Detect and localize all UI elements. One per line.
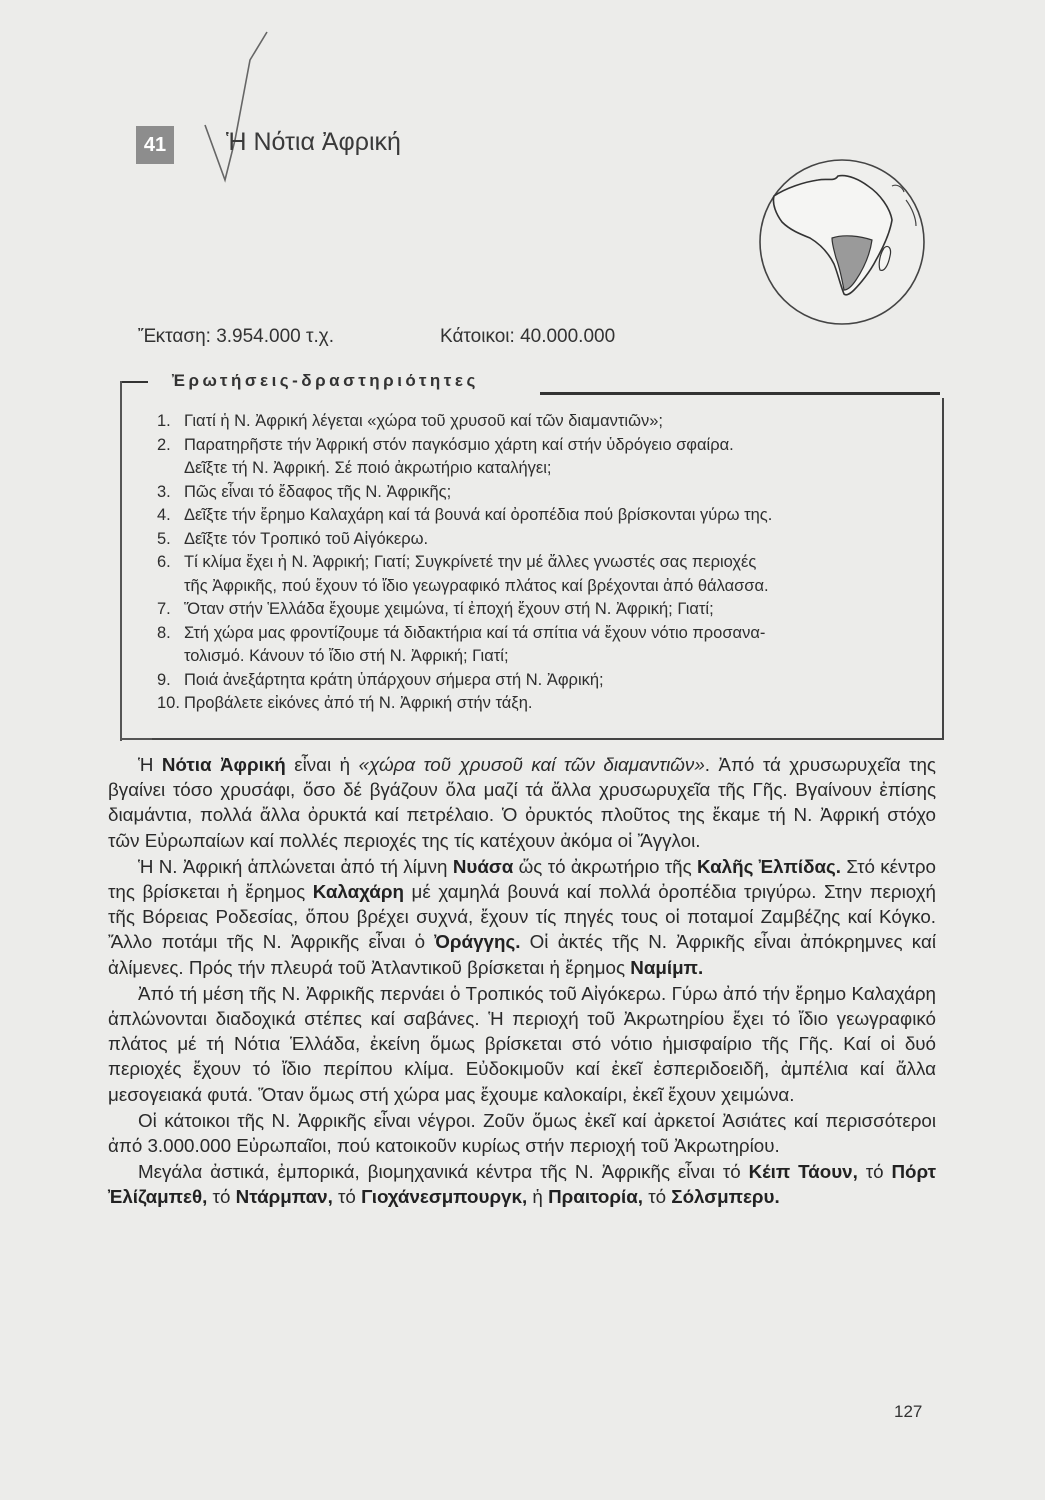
term-nyasa: Νυάσα (452, 855, 514, 877)
question-item (157, 692, 937, 716)
question-number: 8. (157, 623, 171, 642)
globe-map-icon (756, 156, 928, 328)
paragraph-cities: Μεγάλα ἀστικά, ἐμπορικά, βιομηχανικά κέντρα τῆς Ν. Ἀφρικῆς εἶναι τό Κέιπ Τάουν, τό Πόρτ Ἐλίζαμπεθ, τό Ντάρμπαν, τό Γιοχάνεσμπουργκ, ἡ Πραιτορία, τό Σόλσμπερυ. (108, 1161, 936, 1208)
term-durban: Ντάρμπαν, (235, 1186, 333, 1208)
question-text: Γιατί ἡ Ν. Ἀφρική λέγεται «χώρα τοῦ χρυσοῦ καί τῶν διαμαντιῶν»; (184, 412, 663, 430)
paragraph-climate: Ἀπό τή μέση τῆς Ν. Ἀφρικῆς περνάει ὁ Τροπικός τοῦ Αἰγόκερω. Γύρω ἀπό τήν ἔρημο Καλαχάρη ἁπλώνονται διαδοχικά στέπες καί σαβάνες. Ἡ περιοχή τοῦ Ἀκρωτηρίου ἔχει τό ἴδιο γεωγραφικό πλάτος μέ τή Νότια Ἑλλάδα, ἐκείνη ὅμως βρίσκεται στό νότιο ἡμισφαίριο τῆς Γῆς. Καί οἱ δυό περιοχές ἔχουν τό ἴδιο περίπου κλίμα. Εὐδοκιμοῦν καί ἐκεῖ ἐσπεριδοειδῆ, ἀμπέλια καί ἄλλα μεσογειακά φυτά. Ὅταν ὅμως στή χώρα μας ἔχουμε καλοκαίρι, ἐκεῖ ἔχουν χειμώνα. (108, 982, 936, 1105)
term-salisbury: Σόλσμπερυ. (671, 1186, 780, 1208)
question-number: 1. (157, 412, 171, 430)
question-item (157, 669, 937, 693)
question-text: τολισμό. Κάνουν τό ἴδιο στή Ν. Ἀφρική; Γιατί; (184, 647, 509, 665)
term-port-elizabeth: Πόρτ Ἐλίζαμπεθ, (108, 1161, 936, 1208)
question-number: 2. (157, 435, 171, 454)
question-number: 3. (157, 482, 171, 501)
question-number: 5. (157, 529, 171, 548)
box-rule-left (120, 381, 148, 383)
term-south-africa: Νότια Ἀφρική (161, 754, 286, 775)
paragraph-population: Οἱ κάτοικοι τῆς Ν. Ἀφρικῆς εἶναι νέγροι. Ζοῦν ὅμως ἐκεῖ καί ἀρκετοί Ἀσιάτες καί περισσότεροι ἀπό 3.000.000 Εὐρωπαῖοι, πού κατοικοῦν κυρίως στήν περιοχή τοῦ Ἀκρωτηρίου. (108, 1109, 936, 1157)
box-rule-right (540, 392, 940, 395)
term-kalahari: Καλαχάρη (312, 881, 404, 903)
question-item-continuation (157, 457, 937, 481)
pencil-check-mark (195, 30, 275, 190)
term-good-hope: Καλῆς Ἐλπίδας. (697, 855, 842, 877)
question-text: Πῶς εἶναι τό ἔδαφος τῆς Ν. Ἀφρικῆς; (184, 482, 452, 501)
question-text: Ὅταν στήν Ἑλλάδα ἔχουμε χειμώνα, τί ἐποχή ἔχουν στή Ν. Ἀφρική; Γιατί; (184, 600, 714, 618)
box-bottom-left (120, 738, 152, 740)
question-text: Δεῖξτε τή Ν. Ἀφρική. Σέ ποιό ἀκρωτήριο καταλήγει; (184, 459, 552, 477)
question-text: Προβάλετε εἰκόνες ἀπό τή Ν. Ἀφρική στήν τάξη. (184, 694, 533, 712)
question-number: 9. (157, 670, 171, 689)
question-text: τῆς Ἀφρικῆς, πού ἔχουν τό ἴδιο γεωγραφικό πλάτος καί βρέχονται ἀπό θάλασσα. (184, 576, 769, 595)
question-item (157, 551, 937, 575)
box-side-left (120, 381, 122, 741)
question-text: Δεῖξτε τόν Τροπικό τοῦ Αἰγόκερω. (184, 529, 429, 548)
question-item (157, 434, 937, 458)
question-number: 7. (157, 600, 171, 618)
questions-list (157, 410, 937, 716)
lesson-title: Ἡ Νότια Ἀφρική (226, 128, 401, 156)
question-text: Στή χώρα μας φροντίζουμε τά διδακτήρια καί τά σπίτια νά ἔχουν νότιο προσανα- (184, 623, 766, 642)
lesson-number-badge: 41 (136, 126, 174, 164)
question-item (157, 598, 937, 622)
question-text: Τί κλίμα ἔχει ἡ Ν. Ἀφρική; Γιατί; Συγκρίνετέ την μέ ἄλλες γνωστές σας περιοχές (184, 553, 757, 571)
paragraph-geography: Ἡ Ν. Ἀφρική ἁπλώνεται ἀπό τή λίμνη Νυάσα ὥς τό ἀκρωτήριο τῆς Καλῆς Ἐλπίδας. Στό κέντρο της βρίσκεται ἡ ἔρημος Καλαχάρη μέ χαμηλά βουνά καί πολλά ὀροπέδια τριγύρω. Στην περιοχή τῆς Βόρειας Ροδεσίας, ὅπου βρέχει συχνά, ἔχουν τίς πηγές τους οἱ ποταμοί Ζαμβέζης καί Κόγκο. Ἄλλο ποτάμι τῆς Ν. Ἀφρικῆς εἶναι ὁ Ὀράγγης. Οἱ ἀκτές τῆς Ν. Ἀφρικῆς εἶναι ἀπόκρημνες καί ἀλίμενες. Πρός τήν πλευρά τοῦ Ἀτλαντικοῦ βρίσκεται ἡ ἔρημος Ναμίμπ. (108, 855, 936, 978)
page-number: 127 (894, 1402, 923, 1421)
area-stat: Ἔκταση: 3.954.000 τ.χ. (138, 326, 335, 347)
question-item-continuation (157, 645, 937, 669)
term-johannesburg: Γιοχάνεσμπουργκ, (361, 1186, 528, 1208)
question-item (157, 504, 937, 528)
question-item (157, 481, 937, 505)
question-item (157, 528, 937, 552)
term-orange: Ὀράγγης. (434, 931, 521, 953)
term-namib: Ναμίμπ. (630, 956, 704, 978)
question-item (157, 410, 937, 434)
paragraph-gold-diamonds: Ἡ Νότια Ἀφρική εἶναι ἡ «χώρα τοῦ χρυσοῦ καί τῶν διαμαντιῶν». Ἀπό τά χρυσωρυχεῖα της βγαίνει τόσο χρυσάφι, ὅσο δέ βγάζουν ὅλα μαζί τά ἄλλα χρυσωρυχεῖα τῆς Γῆς. Βγαίνουν ἐπίσης διαμάντια, πολλά ἄλλα ὀρυκτά καί πετρέλαιο. Ὁ ὀρυκτός πλοῦτος της ἔκαμε τή Ν. Ἀφρική στόχο τῶν Εὐρωπαίων καί πολλές περιοχές της τίς κατέχουν ἀκόμα οἱ Ἄγγλοι. (108, 754, 936, 851)
term-cape-town: Κέιπ Τάουν, (748, 1161, 858, 1183)
question-number: 6. (157, 553, 171, 571)
question-number: 10. (157, 694, 180, 712)
quote-country-of-gold: «χώρα τοῦ χρυσοῦ καί τῶν διαμαντιῶν» (358, 754, 705, 775)
lesson-body (108, 752, 936, 1211)
question-text: Παρατηρῆστε τήν Ἀφρική στόν παγκόσμιο χάρτη καί στήν ὑδρόγειο σφαίρα. (184, 435, 734, 454)
question-text: Ποιά ἀνεξάρτητα κράτη ὑπάρχουν σήμερα στή Ν. Ἀφρική; (184, 670, 604, 689)
question-number: 4. (157, 506, 171, 524)
question-item (157, 622, 937, 646)
term-pretoria: Πραιτορία, (548, 1186, 643, 1208)
questions-box-heading: Ἐρωτήσεις-δραστηριότητες (172, 371, 479, 390)
question-item-continuation (157, 575, 937, 599)
question-text: Δεῖξτε τήν ἔρημο Καλαχάρη καί τά βουνά καί ὀροπέδια πού βρίσκονται γύρω της. (184, 506, 773, 524)
population-stat: Κάτοικοι: 40.000.000 (440, 326, 616, 347)
